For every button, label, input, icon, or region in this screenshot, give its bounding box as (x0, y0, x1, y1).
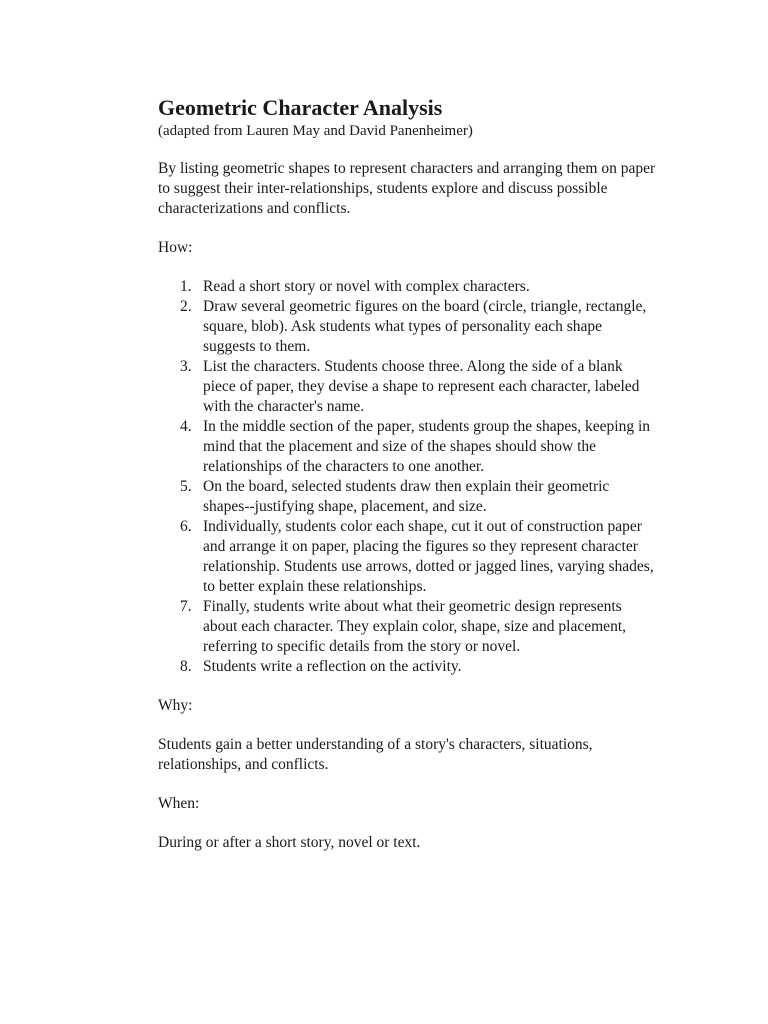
step-text: Individually, students color each shape, cut it out of construction paper and arrange it on paper, placing the figures so they represent character relationship. Students use arrows, dotted or jagged lines, varying shades, to better explain these relationships. (203, 518, 654, 595)
step-item (158, 297, 658, 357)
step-text: Draw several geometric figures on the board (circle, triangle, rectangle, square, blob). Ask students what types of personality each shape suggests to them. (203, 298, 647, 355)
how-label: How: (158, 239, 193, 256)
document-page (158, 94, 658, 853)
when-paragraph: During or after a short story, novel or text. (158, 834, 421, 851)
why-label: Why: (158, 697, 193, 714)
step-text: Students write a reflection on the activity. (203, 658, 462, 675)
document-title: Geometric Character Analysis (158, 95, 443, 120)
step-text: In the middle section of the paper, students group the shapes, keeping in mind that the placement and size of the shapes should show the relationships of the characters to one another. (203, 418, 651, 475)
why-paragraph: Students gain a better understanding of a story's characters, situations, relationships, and conflicts. (158, 736, 593, 773)
step-number: 1. (180, 278, 192, 295)
step-number: 4. (180, 418, 192, 435)
step-item (158, 357, 658, 417)
step-text: List the characters. Students choose three. Along the side of a blank piece of paper, they devise a shape to represent each character, labeled with the character's name. (203, 358, 640, 415)
step-item (158, 277, 658, 297)
step-text: Finally, students write about what their geometric design represents about each character. They explain color, shape, size and placement, referring to specific details from the story or novel. (203, 598, 626, 655)
when-label: When: (158, 795, 200, 812)
step-item (158, 417, 658, 477)
steps-list (158, 277, 658, 677)
document-subtitle: (adapted from Lauren May and David Panenheimer) (158, 123, 473, 139)
step-item (158, 657, 658, 677)
step-number: 2. (180, 298, 192, 315)
step-number: 5. (180, 478, 192, 495)
step-item (158, 517, 658, 597)
step-number: 7. (180, 598, 192, 615)
step-number: 3. (180, 358, 192, 375)
intro-paragraph: By listing geometric shapes to represent characters and arranging them on paper to suggest their inter-relationships, students explore and discuss possible characterizations and conflicts. (158, 160, 656, 217)
step-number: 8. (180, 658, 192, 675)
step-text: Read a short story or novel with complex characters. (203, 278, 530, 295)
step-item (158, 477, 658, 517)
step-text: On the board, selected students draw then explain their geometric shapes--justifying shape, placement, and size. (203, 478, 610, 515)
step-number: 6. (180, 518, 192, 535)
step-item (158, 597, 658, 657)
